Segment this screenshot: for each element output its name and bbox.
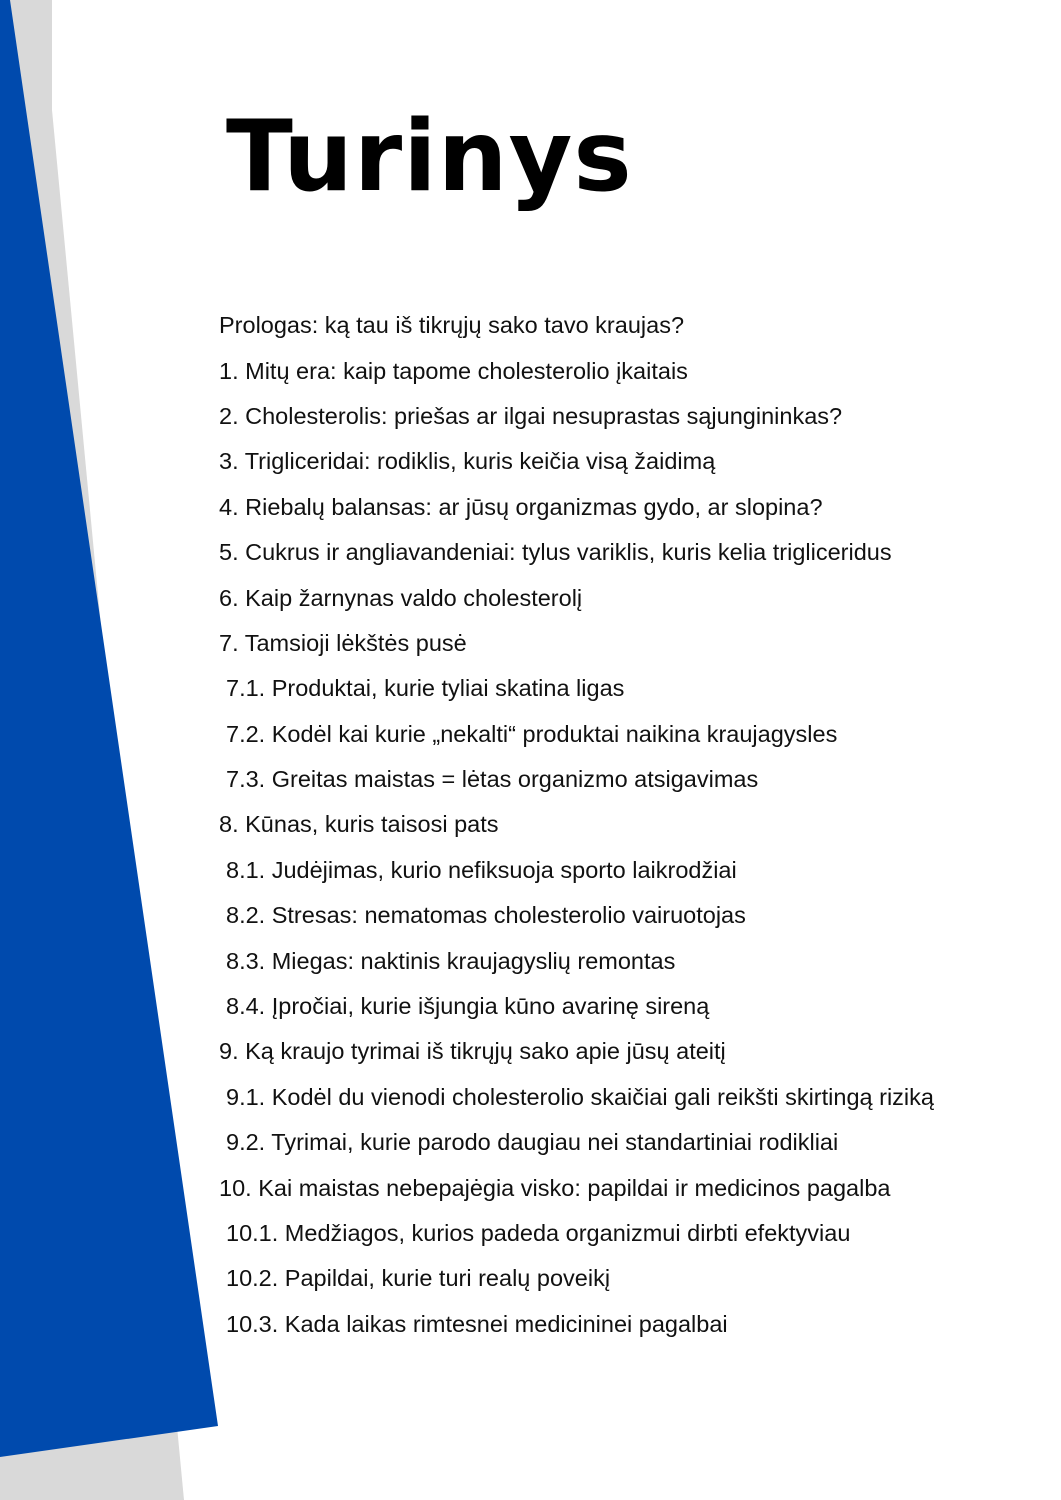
blue-stripe	[0, 0, 218, 1457]
toc-entry: 2. Cholesterolis: priešas ar ilgai nesuprastas sąjungininkas?	[219, 402, 843, 429]
toc-entry: 5. Cukrus ir angliavandeniai: tylus variklis, kuris kelia trigliceridus	[219, 539, 892, 566]
toc-entry: 7. Tamsioji lėkštės pusė	[219, 629, 467, 656]
toc-subentry: 7.3. Greitas maistas = lėtas organizmo atsigavimas	[226, 766, 759, 793]
toc-entry: 9. Ką kraujo tyrimai iš tikrųjų sako apie jūsų ateitį	[219, 1038, 726, 1065]
toc-subentry: 9.1. Kodėl du vienodi cholesterolio skaičiai gali reikšti skirtingą riziką	[226, 1083, 934, 1110]
toc-subentry: 8.4. Įpročiai, kurie išjungia kūno avarinę sireną	[226, 993, 710, 1020]
toc-entry: 4. Riebalų balansas: ar jūsų organizmas gydo, ar slopina?	[219, 493, 823, 520]
toc-subentry: 10.3. Kada laikas rimtesnei medicininei pagalbai	[226, 1310, 728, 1337]
table-of-contents	[219, 303, 1054, 1347]
toc-subentry: 10.1. Medžiagos, kurios padeda organizmui dirbti efektyviau	[226, 1220, 851, 1246]
toc-entry: 8. Kūnas, kuris taisosi pats	[219, 811, 499, 838]
toc-entry: 10. Kai maistas nebepajėgia visko: papildai ir medicinos pagalba	[219, 1174, 891, 1201]
page-title: Turinys	[226, 100, 633, 214]
toc-entry: 1. Mitų era: kaip tapome cholesterolio įkaitais	[219, 357, 688, 384]
toc-subentry: 8.1. Judėjimas, kurio nefiksuoja sporto laikrodžiai	[226, 856, 737, 883]
toc-subentry: 9.2. Tyrimai, kurie parodo daugiau nei standartiniai rodikliai	[226, 1129, 839, 1156]
toc-subentry: 8.3. Miegas: naktinis kraujagyslių remontas	[226, 947, 676, 974]
toc-subentry: 7.2. Kodėl kai kurie „nekalti“ produktai naikina kraujagysles	[226, 720, 838, 747]
toc-subentry: 8.2. Stresas: nematomas cholesterolio vairuotojas	[226, 902, 746, 929]
toc-entry: 6. Kaip žarnynas valdo cholesterolį	[219, 584, 583, 611]
toc-entry: Prologas: ką tau iš tikrųjų sako tavo kraujas?	[219, 312, 685, 339]
toc-subentry: 7.1. Produktai, kurie tyliai skatina ligas	[226, 675, 625, 702]
toc-entry: 3. Trigliceridai: rodiklis, kuris keičia visą žaidimą	[219, 448, 716, 475]
toc-subentry: 10.2. Papildai, kurie turi realų poveikį	[226, 1265, 611, 1292]
